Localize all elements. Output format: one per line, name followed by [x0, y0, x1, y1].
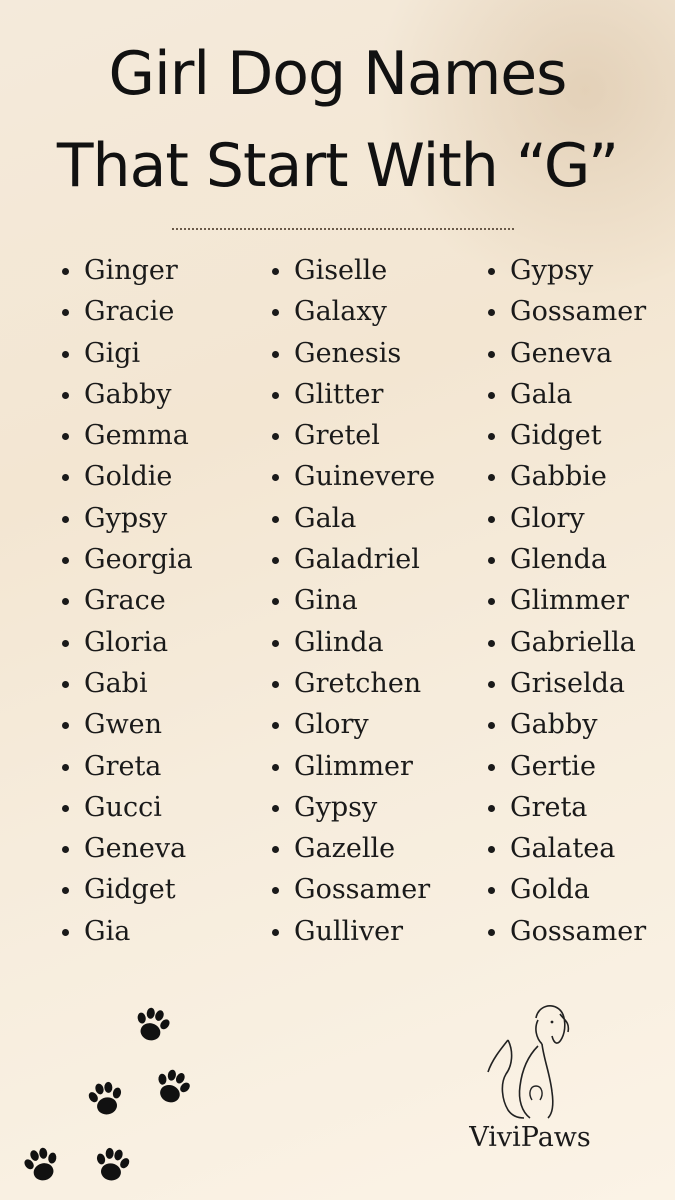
- name-item: Gemma: [62, 415, 193, 456]
- name-item: Gypsy: [62, 498, 193, 539]
- name-item: Gabriella: [488, 622, 646, 663]
- name-item: Glimmer: [488, 580, 646, 621]
- name-item: Gwen: [62, 704, 193, 745]
- name-item: Gigi: [62, 333, 193, 374]
- name-item: Genesis: [272, 333, 435, 374]
- name-item: Gulliver: [272, 911, 435, 952]
- name-item: Gala: [488, 374, 646, 415]
- name-item: Gossamer: [488, 911, 646, 952]
- name-item: Grace: [62, 580, 193, 621]
- name-item: Glory: [272, 704, 435, 745]
- name-item: Gina: [272, 580, 435, 621]
- name-item: Ginger: [62, 250, 193, 291]
- name-item: Gia: [62, 911, 193, 952]
- name-item: Gabi: [62, 663, 193, 704]
- names-column-2: [272, 250, 435, 952]
- name-item: Giselle: [272, 250, 435, 291]
- name-item: Galadriel: [272, 539, 435, 580]
- name-item: Gazelle: [272, 828, 435, 869]
- name-item: Gucci: [62, 787, 193, 828]
- name-item: Gidget: [62, 869, 193, 910]
- name-item: Gracie: [62, 291, 193, 332]
- name-item: Gretel: [272, 415, 435, 456]
- brand-name: ViviPaws: [469, 1122, 591, 1153]
- name-item: Glenda: [488, 539, 646, 580]
- title-line-1: Girl Dog Names: [108, 39, 567, 109]
- name-item: Gala: [272, 498, 435, 539]
- name-item: Geneva: [62, 828, 193, 869]
- dog-outline-icon: [478, 1000, 578, 1120]
- name-item: Gabby: [488, 704, 646, 745]
- name-item: Gabby: [62, 374, 193, 415]
- name-item: Glory: [488, 498, 646, 539]
- name-item: Glimmer: [272, 746, 435, 787]
- name-item: Galaxy: [272, 291, 435, 332]
- paw-print-icon: [150, 1065, 195, 1108]
- paw-print-icon: [92, 1145, 133, 1183]
- name-item: Gidget: [488, 415, 646, 456]
- brand-logo: [450, 1000, 610, 1180]
- name-item: Geneva: [488, 333, 646, 374]
- page-title: [0, 28, 675, 212]
- name-item: Gossamer: [488, 291, 646, 332]
- name-item: Galatea: [488, 828, 646, 869]
- name-item: Gertie: [488, 746, 646, 787]
- name-item: Gypsy: [272, 787, 435, 828]
- paw-print-icon: [131, 1004, 174, 1045]
- names-column-1: [62, 250, 193, 952]
- paw-prints: [0, 990, 260, 1200]
- name-item: Glitter: [272, 374, 435, 415]
- name-item: Greta: [488, 787, 646, 828]
- name-item: Georgia: [62, 539, 193, 580]
- names-column-3: [488, 250, 646, 952]
- paw-print-icon: [85, 1079, 126, 1117]
- paw-print-icon: [20, 1144, 63, 1185]
- name-item: Gypsy: [488, 250, 646, 291]
- title-line-2: That Start With “G”: [56, 131, 619, 201]
- name-item: Gloria: [62, 622, 193, 663]
- name-item: Guinevere: [272, 456, 435, 497]
- name-item: Gretchen: [272, 663, 435, 704]
- name-item: Glinda: [272, 622, 435, 663]
- name-item: Gabbie: [488, 456, 646, 497]
- dotted-divider: [172, 228, 514, 230]
- name-item: Griselda: [488, 663, 646, 704]
- name-item: Golda: [488, 869, 646, 910]
- name-item: Goldie: [62, 456, 193, 497]
- name-item: Gossamer: [272, 869, 435, 910]
- name-item: Greta: [62, 746, 193, 787]
